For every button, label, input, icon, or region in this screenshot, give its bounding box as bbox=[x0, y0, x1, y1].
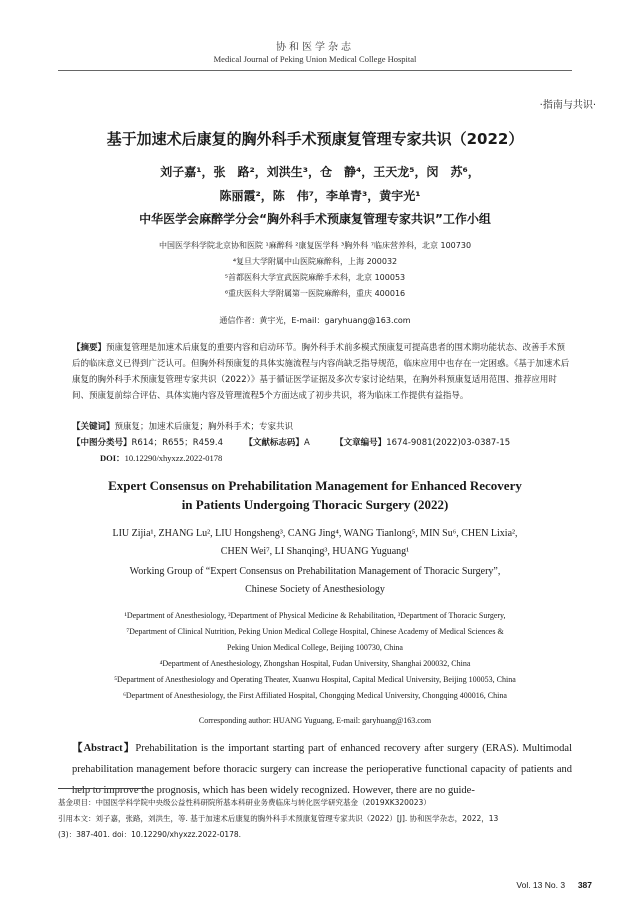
journal-name-cn: 协和医学杂志 bbox=[276, 42, 354, 53]
doi-label: DOI： bbox=[100, 453, 125, 463]
en-affiliation-5: ⁵Department of Anesthesiology and Operating Theater, Xuanwu Hospital, Capital Medical University, Beijing 100053, China bbox=[114, 675, 516, 684]
en-title-line2: in Patients Undergoing Thoracic Surgery (2022) bbox=[181, 497, 449, 512]
en-affiliation-6: ⁶Department of Anesthesiology, the First Affiliated Hospital, Chongqing Medical University, Chongqing 400016, China bbox=[123, 691, 507, 700]
doc-code-text: A bbox=[303, 438, 310, 448]
volume-issue: Vol. 13 No. 3 bbox=[516, 880, 566, 890]
en-affiliation-4: ⁴Department of Anesthesiology, Zhongshan Hospital, Fudan University, Shanghai 200032, China bbox=[159, 659, 471, 668]
en-abstract bbox=[72, 738, 572, 801]
cn-abstract-text: 预康复管理是加速术后康复的重要内容和启动环节。胸外科手术前多模式预康复可提高患者的围术期功能状态、改善手术预后的临床意义已得到广泛认可。但胸外科预康复的具体实施流程与内容尚缺乏指导规范，临床应用中也存在一定困惑。《基于加速术后康复的胸外科手术预康复管理专家共识（2022）》基于循证医学证据及多次专家讨论结果，在胸外科预康复适用范围、推荐应用时间、预康复前综合评估、具体实施内容及管理流程5个方面达成了初步共识，将为临床工作提供有益指导。 bbox=[72, 343, 570, 401]
doi-text: 10.12290/xhyxzz.2022-0178 bbox=[124, 453, 223, 463]
en-title-line1: Expert Consensus on Prehabilitation Management for Enhanced Recovery bbox=[108, 478, 522, 493]
footnote-rule bbox=[58, 788, 148, 789]
cn-authors-line2: 陈丽霞²，陈 伟⁷，李单青³，黄宇光¹ bbox=[219, 189, 421, 203]
doi-row bbox=[100, 452, 222, 464]
cn-abstract bbox=[72, 340, 572, 404]
clc-text: R614；R655；R459.4 bbox=[131, 438, 224, 448]
article-no-text: 1674-9081(2022)03-0387-15 bbox=[386, 438, 511, 448]
cn-authors-line1: 刘子嘉¹，张 路²，刘洪生³，仓 静⁴，王天龙⁵，闵 苏⁶， bbox=[160, 165, 480, 179]
clc-label: 【中图分类号】 bbox=[72, 438, 132, 448]
section-tag: ·指南与共识· bbox=[539, 100, 596, 111]
en-abstract-label: 【Abstract】 bbox=[72, 743, 136, 754]
article-no-label: 【文章编号】 bbox=[335, 438, 387, 448]
en-corresponding-author: Corresponding author: HUANG Yuguang, E-mail: garyhuang@163.com bbox=[198, 716, 432, 725]
citation-line2: (3)：387-401. doi：10.12290/xhyxzz.2022-0178. bbox=[58, 830, 242, 839]
header-rule bbox=[58, 70, 572, 71]
page-number: 387 bbox=[577, 880, 592, 890]
cn-keywords bbox=[72, 420, 293, 432]
en-affiliation-2: ⁷Department of Clinical Nutrition, Peking Union Medical College Hospital, Chinese Academy of Medical Sciences & bbox=[126, 627, 504, 636]
cn-affiliation-3: ⁵首都医科大学宣武医院麻醉手术科，北京 100053 bbox=[224, 273, 406, 282]
cn-corresponding-author: 通信作者：黄宇光，E-mail：garyhuang@163.com bbox=[219, 316, 411, 325]
en-affiliation-1: ¹Department of Anesthesiology, ²Department of Physical Medicine & Rehabilitation, ³Department of Thoracic Surgery, bbox=[124, 611, 506, 620]
en-working-group-line1: Working Group of “Expert Consensus on Prehabilitation Management of Thoracic Surgery”, bbox=[129, 566, 501, 577]
cn-working-group: 中华医学会麻醉学分会“胸外科手术预康复管理专家共识”工作小组 bbox=[139, 212, 491, 226]
cn-affiliation-4: ⁶重庆医科大学附属第一医院麻醉科，重庆 400016 bbox=[224, 289, 406, 298]
page-info bbox=[516, 880, 592, 890]
cn-title: 基于加速术后康复的胸外科手术预康复管理专家共识（2022） bbox=[106, 130, 524, 148]
cn-keywords-text: 预康复；加速术后康复；胸外科手术；专家共识 bbox=[114, 422, 294, 432]
cn-affiliation-2: ⁴复旦大学附属中山医院麻醉科，上海 200032 bbox=[232, 257, 398, 266]
cn-abstract-label: 【摘要】 bbox=[72, 343, 107, 353]
cn-keywords-label: 【关键词】 bbox=[72, 422, 115, 432]
cn-classification-row bbox=[72, 436, 572, 448]
en-abstract-text: Prehabilitation is the important starting part of enhanced recovery after surgery (ERAS). Multimodal prehabilitation management before thoracic surgery can increase the perioperative functional capacity of patients and help to improve the prognosis, which has been widely recognized. However, there are no guide- bbox=[72, 743, 573, 796]
cn-affiliation-1: 中国医学科学院北京协和医院 ¹麻醉科 ²康复医学科 ³胸外科 ⁷临床营养科，北京 100730 bbox=[158, 241, 472, 250]
doc-code-label: 【文献标志码】 bbox=[244, 438, 304, 448]
en-affiliation-3: Peking Union Medical College, Beijing 100730, China bbox=[227, 643, 403, 652]
en-working-group-line2: Chinese Society of Anesthesiology bbox=[245, 584, 385, 595]
en-authors-line1: LIU Zijia¹, ZHANG Lu², LIU Hongsheng³, CANG Jing⁴, WANG Tianlong⁵, MIN Su⁶, CHEN Lixia², bbox=[112, 528, 518, 539]
citation-line1: 引用本文：刘子嘉，张路，刘洪生，等. 基于加速术后康复的胸外科手术预康复管理专家共识（2022）[J]. 协和医学杂志，2022，13 bbox=[58, 814, 499, 823]
funding-note: 基金项目：中国医学科学院中央级公益性科研院所基本科研业务费临床与转化医学研究基金（2019XK320023） bbox=[58, 798, 431, 807]
journal-name-en: Medical Journal of Peking Union Medical College Hospital bbox=[213, 54, 417, 64]
en-authors-line2: CHEN Wei⁷, LI Shanqing³, HUANG Yuguang¹ bbox=[220, 546, 410, 557]
